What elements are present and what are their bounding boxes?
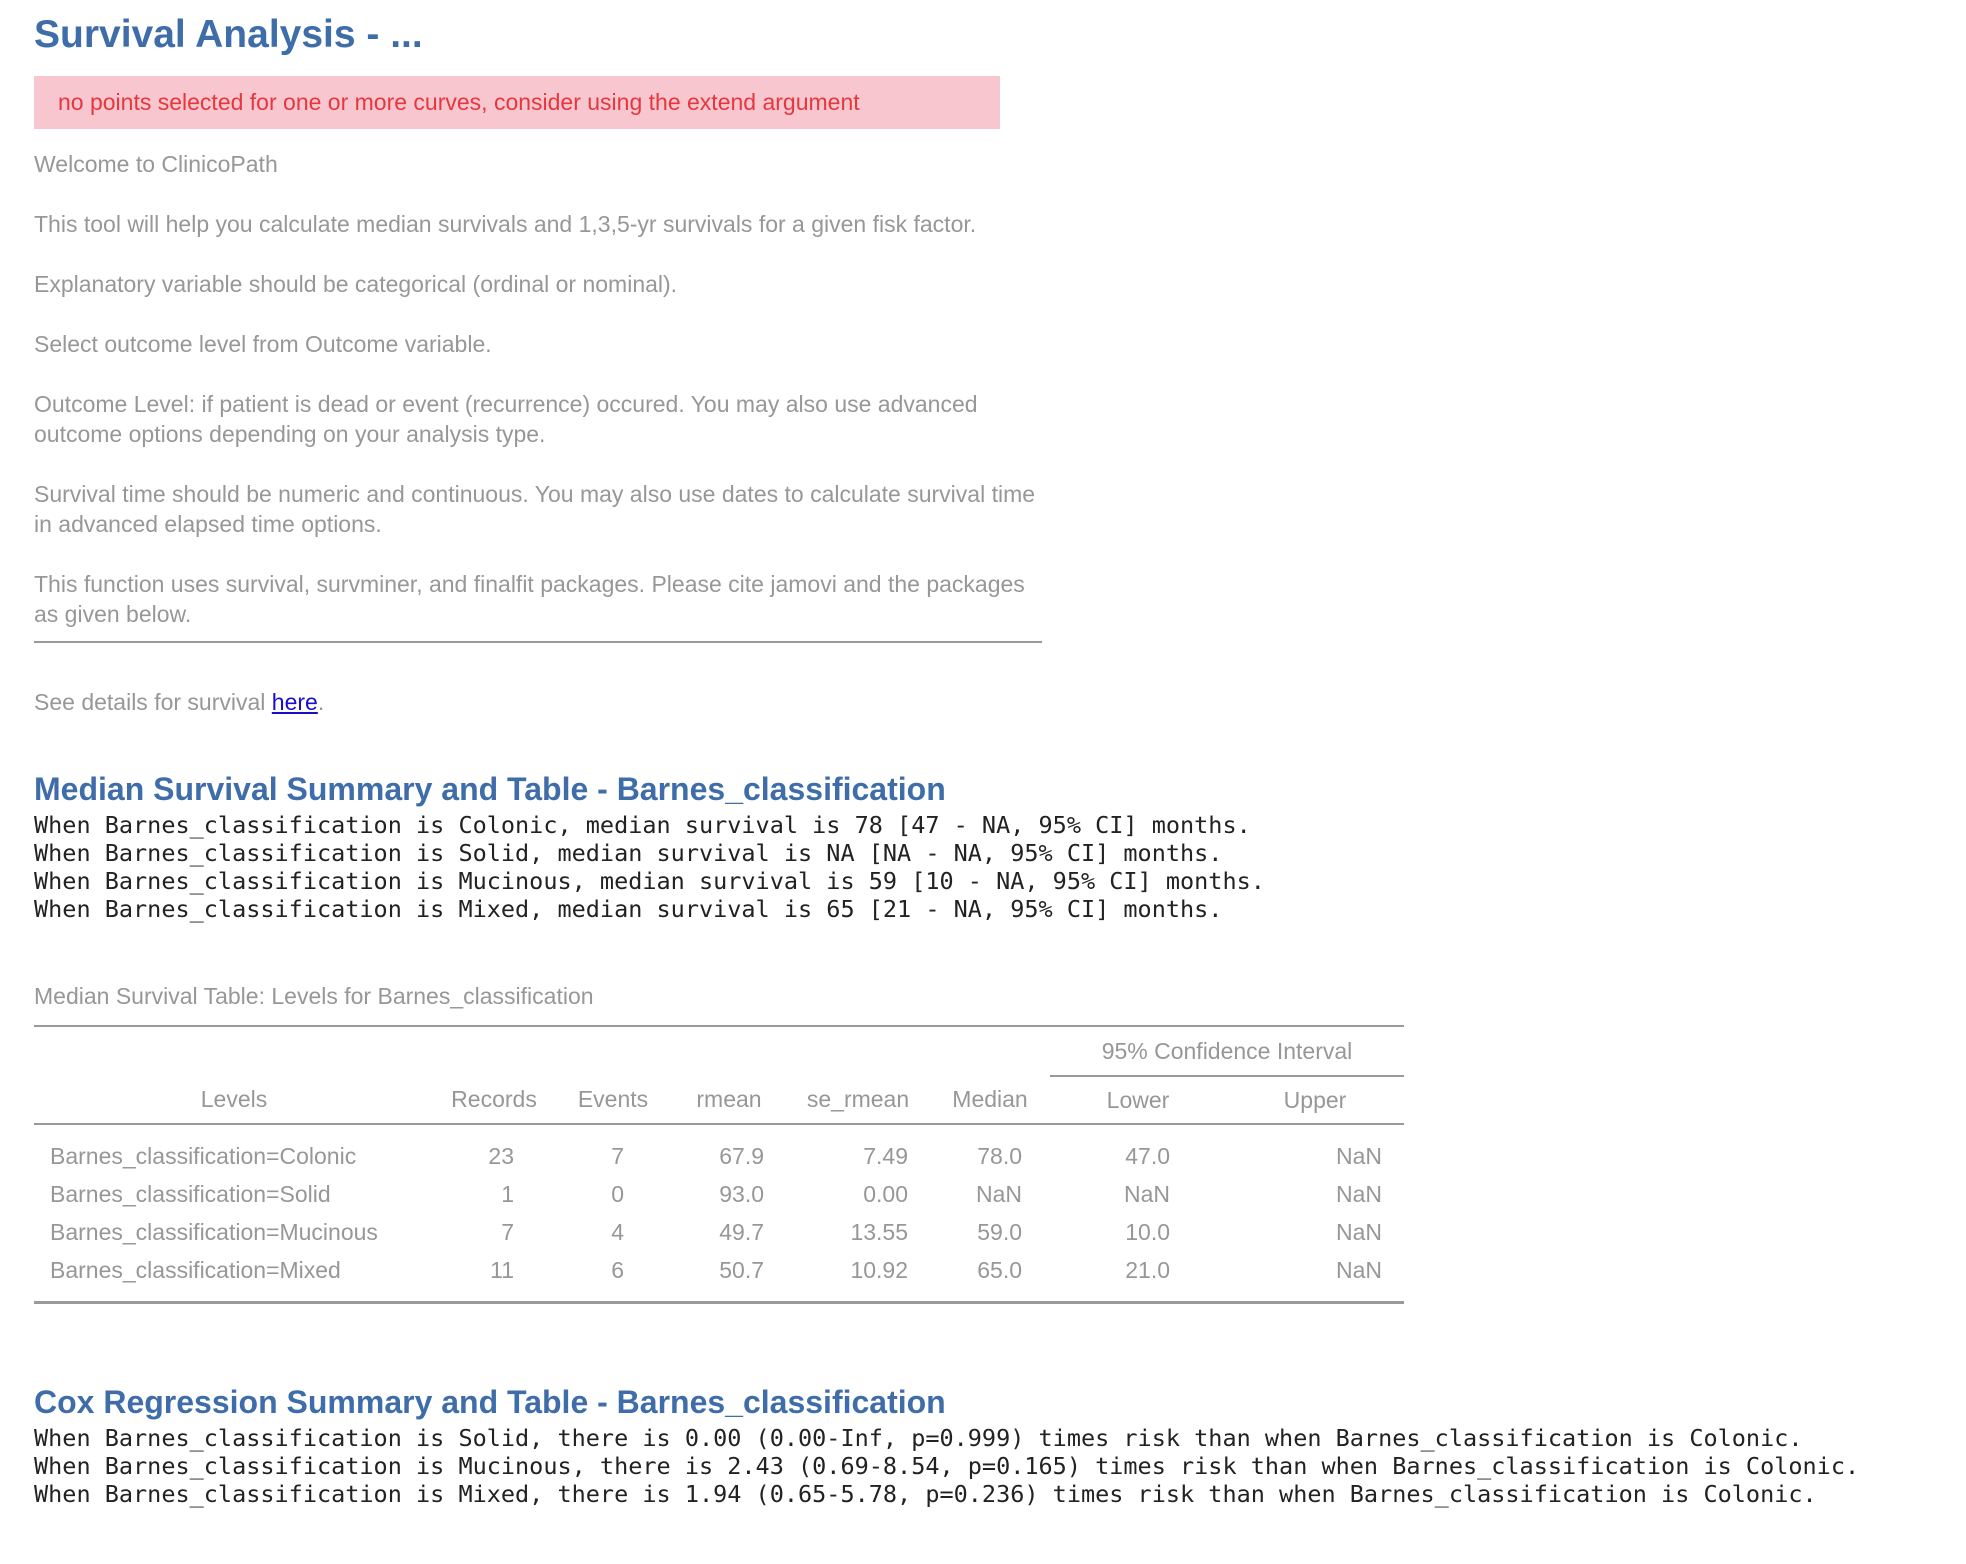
table-row bbox=[34, 1251, 1404, 1303]
cell-records: 1 bbox=[501, 1180, 514, 1207]
cell-levels: Barnes_classification=Mixed bbox=[50, 1256, 341, 1283]
cell-lower: 10.0 bbox=[1125, 1218, 1170, 1245]
median-summary-line: When Barnes_classification is Colonic, median survival is 78 [47 - NA, 95% CI] months. bbox=[34, 811, 1251, 839]
median-survival-table bbox=[34, 1025, 1404, 1304]
cox-section-title: Cox Regression Summary and Table - Barnes_classification bbox=[34, 1384, 946, 1420]
cell-lower: NaN bbox=[1123, 1180, 1170, 1207]
cell-records: 23 bbox=[488, 1142, 514, 1169]
cell-events: 6 bbox=[611, 1256, 624, 1283]
intro-outcome-select: Select outcome level from Outcome variable. bbox=[34, 331, 492, 357]
median-summary bbox=[34, 811, 1944, 923]
col-header-records: Records bbox=[434, 1076, 554, 1124]
cell-upper: NaN bbox=[1335, 1142, 1382, 1169]
cell-events: 4 bbox=[611, 1218, 624, 1245]
col-header-events: Events bbox=[554, 1076, 672, 1124]
col-header-lower: Lower bbox=[1050, 1076, 1226, 1124]
details-suffix: . bbox=[317, 689, 325, 715]
page-title: Survival Analysis - ... bbox=[34, 13, 423, 56]
cell-events: 7 bbox=[611, 1142, 624, 1169]
cell-upper: NaN bbox=[1335, 1218, 1382, 1245]
intro-survival-time: Survival time should be numeric and continuous. You may also use dates to calculate survival time in advanced elapsed time options. bbox=[34, 481, 1036, 537]
intro-welcome: Welcome to ClinicoPath bbox=[34, 151, 278, 177]
median-section-title: Median Survival Summary and Table - Barnes_classification bbox=[34, 771, 946, 807]
col-header-upper: Upper bbox=[1226, 1076, 1404, 1124]
cell-se-rmean: 7.49 bbox=[863, 1142, 908, 1169]
cox-summary-line: When Barnes_classification is Solid, there is 0.00 (0.00-Inf, p=0.999) times risk than when Barnes_classification is Colonic. bbox=[34, 1424, 1803, 1452]
table-row bbox=[34, 1124, 1404, 1175]
table-row bbox=[34, 1175, 1404, 1213]
cell-median: NaN bbox=[975, 1180, 1022, 1207]
cell-levels: Barnes_classification=Mucinous bbox=[50, 1218, 378, 1245]
cell-median: 78.0 bbox=[977, 1142, 1022, 1169]
cox-summary bbox=[34, 1424, 1944, 1508]
cox-summary-line: When Barnes_classification is Mixed, there is 1.94 (0.65-5.78, p=0.236) times risk than when Barnes_classification is Colonic. bbox=[34, 1480, 1817, 1508]
cell-upper: NaN bbox=[1335, 1256, 1382, 1283]
col-header-se-rmean: se_rmean bbox=[786, 1076, 930, 1124]
cell-lower: 47.0 bbox=[1125, 1142, 1170, 1169]
details-line bbox=[34, 687, 1944, 717]
cell-median: 65.0 bbox=[977, 1256, 1022, 1283]
intro-outcome-level: Outcome Level: if patient is dead or event (recurrence) occured. You may also use advanced outcome options depending on your analysis type. bbox=[34, 391, 978, 447]
cell-upper: NaN bbox=[1335, 1180, 1382, 1207]
cell-lower: 21.0 bbox=[1125, 1256, 1170, 1283]
cell-rmean: 49.7 bbox=[719, 1218, 764, 1245]
col-header-rmean: rmean bbox=[672, 1076, 786, 1124]
median-summary-line: When Barnes_classification is Mixed, median survival is 65 [21 - NA, 95% CI] months. bbox=[34, 895, 1223, 923]
table-row bbox=[34, 1213, 1404, 1251]
cell-rmean: 67.9 bbox=[719, 1142, 764, 1169]
cell-levels: Barnes_classification=Solid bbox=[50, 1180, 331, 1207]
error-banner: no points selected for one or more curves, consider using the extend argument bbox=[34, 76, 1000, 129]
median-table-caption: Median Survival Table: Levels for Barnes_classification bbox=[34, 983, 594, 1009]
cell-events: 0 bbox=[611, 1180, 624, 1207]
cell-rmean: 93.0 bbox=[719, 1180, 764, 1207]
section-divider bbox=[34, 641, 1042, 643]
cell-levels: Barnes_classification=Colonic bbox=[50, 1142, 357, 1169]
col-header-median: Median bbox=[930, 1076, 1050, 1124]
cell-records: 11 bbox=[490, 1256, 514, 1283]
results-page bbox=[34, 0, 1944, 1508]
median-summary-line: When Barnes_classification is Solid, median survival is NA [NA - NA, 95% CI] months. bbox=[34, 839, 1223, 867]
intro-purpose: This tool will help you calculate median survivals and 1,3,5-yr survivals for a given fisk factor. bbox=[34, 211, 977, 237]
cell-rmean: 50.7 bbox=[719, 1256, 764, 1283]
cell-se-rmean: 0.00 bbox=[863, 1180, 908, 1207]
col-header-levels: Levels bbox=[34, 1076, 434, 1124]
intro-explanatory: Explanatory variable should be categorical (ordinal or nominal). bbox=[34, 271, 678, 297]
cox-summary-line: When Barnes_classification is Mucinous, there is 2.43 (0.69-8.54, p=0.165) times risk than when Barnes_classification is Colonic. bbox=[34, 1452, 1860, 1480]
cell-se-rmean: 13.55 bbox=[850, 1218, 908, 1245]
details-prefix: See details for survival bbox=[34, 689, 272, 715]
cell-median: 59.0 bbox=[977, 1218, 1022, 1245]
details-link[interactable]: here bbox=[271, 689, 318, 715]
ci-header: 95% Confidence Interval bbox=[1050, 1026, 1404, 1076]
cell-records: 7 bbox=[501, 1218, 514, 1245]
intro-text bbox=[34, 149, 1044, 629]
intro-citation: This function uses survival, survminer, and finalfit packages. Please cite jamovi and the packages as given below. bbox=[34, 571, 1025, 627]
median-summary-line: When Barnes_classification is Mucinous, median survival is 59 [10 - NA, 95% CI] months. bbox=[34, 867, 1265, 895]
cell-se-rmean: 10.92 bbox=[850, 1256, 908, 1283]
